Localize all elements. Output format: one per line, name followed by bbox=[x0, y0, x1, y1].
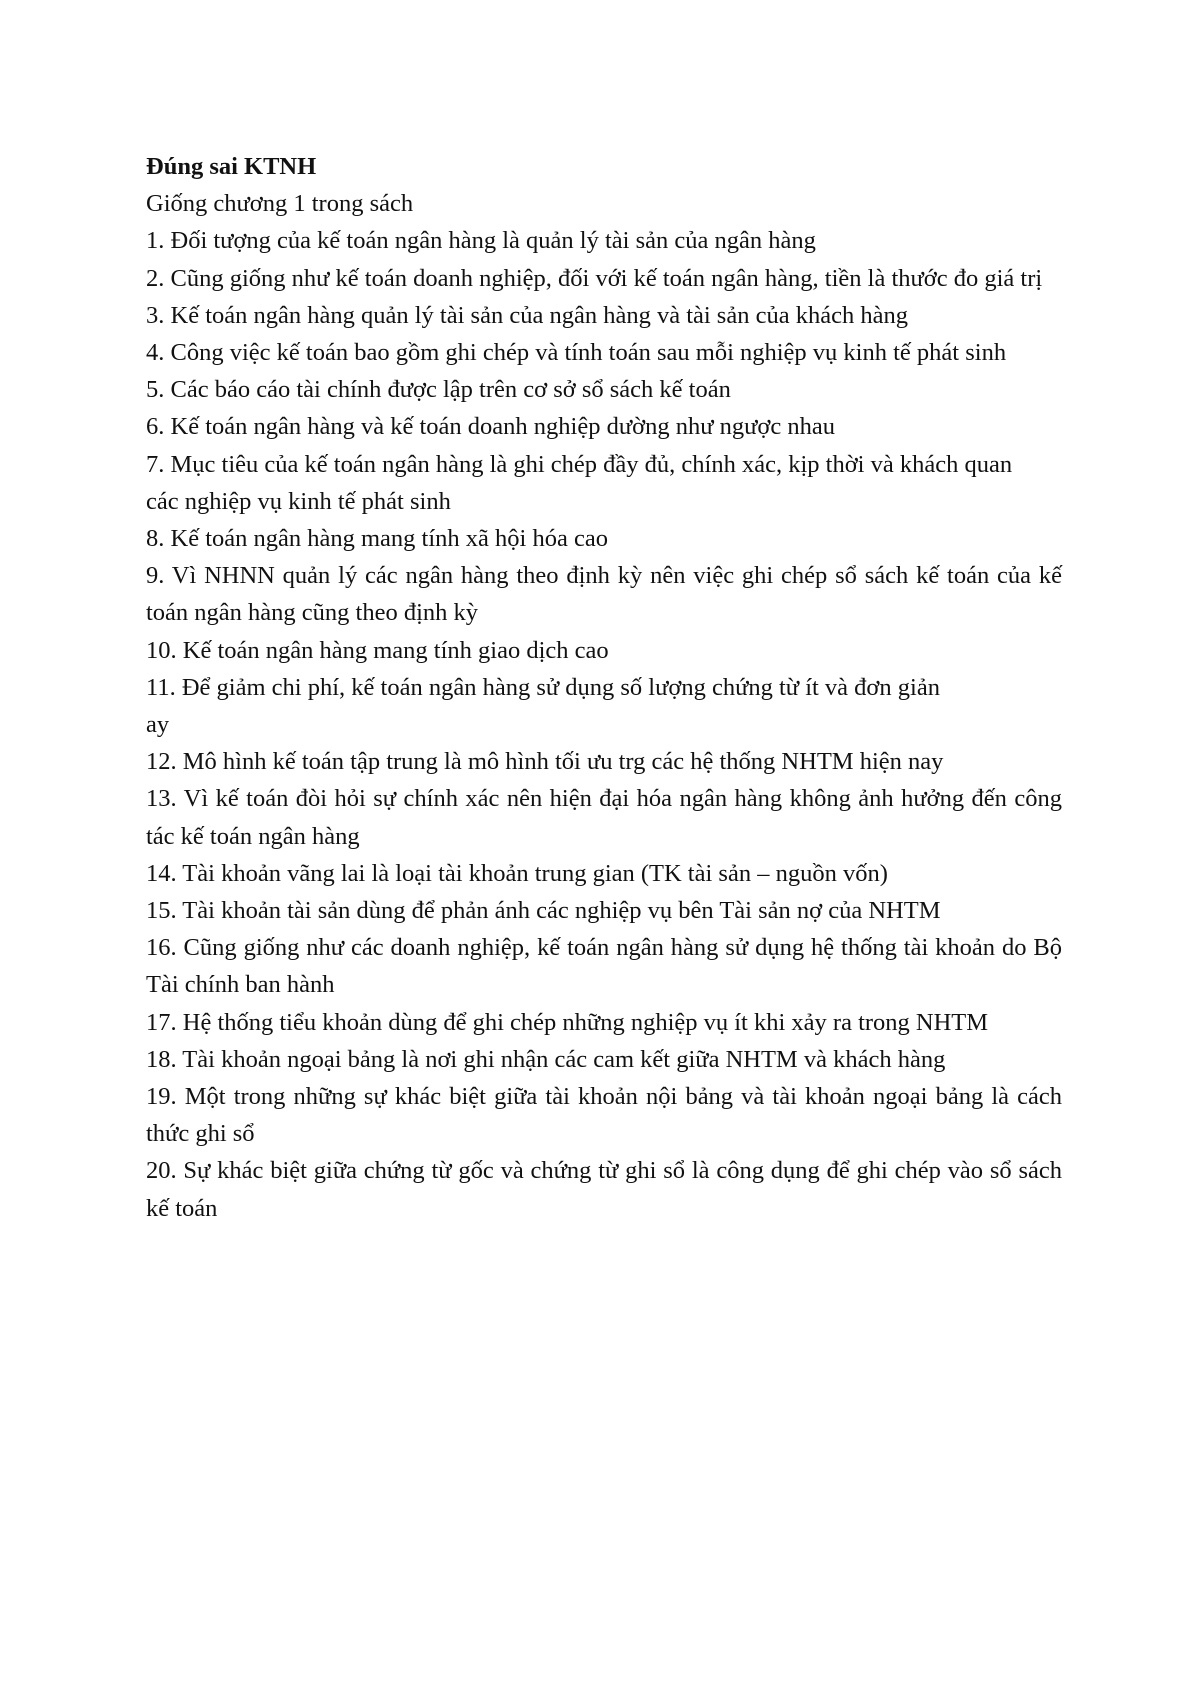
list-item: 19. Một trong những sự khác biệt giữa tài khoản nội bảng và tài khoản ngoại bảng là cách thức ghi sổ bbox=[146, 1083, 1062, 1148]
list-item: 7. Mục tiêu của kế toán ngân hàng là ghi chép đầy đủ, chính xác, kịp thời và khách quan bbox=[146, 450, 1013, 478]
list-item: 10. Kế toán ngân hàng mang tính giao dịch cao bbox=[146, 636, 609, 664]
list-item: 4. Công việc kế toán bao gồm ghi chép và tính toán sau mỗi nghiệp vụ kinh tế phát sinh bbox=[146, 339, 1007, 367]
list-item: 18. Tài khoản ngoại bảng là nơi ghi nhận các cam kết giữa NHTM và khách hàng bbox=[146, 1045, 946, 1073]
document-body bbox=[146, 148, 1062, 1227]
list-item: 15. Tài khoản tài sản dùng để phản ánh các nghiệp vụ bên Tài sản nợ của NHTM bbox=[146, 897, 941, 925]
list-item: 6. Kế toán ngân hàng và kế toán doanh nghiệp dường như ngược nhau bbox=[146, 413, 835, 441]
list-item: 3. Kế toán ngân hàng quản lý tài sản của ngân hàng và tài sản của khách hàng bbox=[146, 301, 908, 329]
list-item: 9. Vì NHNN quản lý các ngân hàng theo định kỳ nên việc ghi chép sổ sách kế toán của kế toán ngân hàng cũng theo định kỳ bbox=[146, 562, 1062, 627]
list-item: 1. Đối tượng của kế toán ngân hàng là quản lý tài sản của ngân hàng bbox=[146, 227, 816, 255]
list-item: 14. Tài khoản vãng lai là loại tài khoản trung gian (TK tài sản – nguồn vốn) bbox=[146, 859, 888, 887]
list-item: 20. Sự khác biệt giữa chứng từ gốc và chứng từ ghi sổ là công dụng để ghi chép vào sổ sách kế toán bbox=[146, 1157, 1062, 1222]
document-subtitle: Giống chương 1 trong sách bbox=[146, 190, 414, 218]
list-item: 13. Vì kế toán đòi hỏi sự chính xác nên hiện đại hóa ngân hàng không ảnh hưởng đến công tác kế toán ngân hàng bbox=[146, 785, 1062, 850]
list-item: 11. Để giảm chi phí, kế toán ngân hàng sử dụng số lượng chứng từ ít và đơn giản bbox=[146, 673, 940, 701]
list-item: 16. Cũng giống như các doanh nghiệp, kế toán ngân hàng sử dụng hệ thống tài khoản do Bộ Tài chính ban hành bbox=[146, 934, 1062, 999]
list-item-continuation: ay bbox=[146, 711, 170, 739]
list-item: 17. Hệ thống tiểu khoản dùng để ghi chép những nghiệp vụ ít khi xảy ra trong NHTM bbox=[146, 1008, 989, 1036]
document-title: Đúng sai KTNH bbox=[146, 153, 317, 180]
list-item-continuation: các nghiệp vụ kinh tế phát sinh bbox=[146, 487, 451, 515]
list-item: 12. Mô hình kế toán tập trung là mô hình tối ưu trg các hệ thống NHTM hiện nay bbox=[146, 748, 944, 776]
list-item: 5. Các báo cáo tài chính được lập trên cơ sở sổ sách kế toán bbox=[146, 376, 731, 404]
list-item: 2. Cũng giống như kế toán doanh nghiệp, đối với kế toán ngân hàng, tiền là thước đo giá trị bbox=[146, 264, 1043, 292]
list-item: 8. Kế toán ngân hàng mang tính xã hội hóa cao bbox=[146, 525, 608, 553]
